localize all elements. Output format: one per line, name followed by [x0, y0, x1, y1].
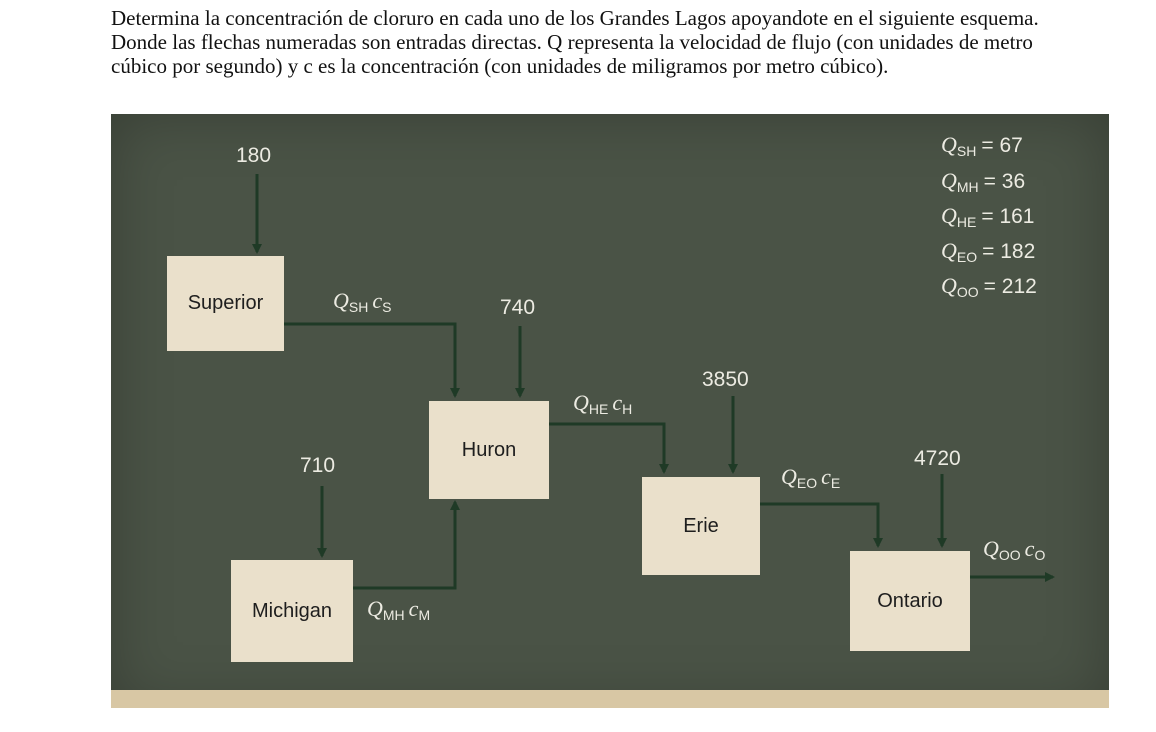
- flow-label-ontario-out: $Q_{OO}$ cO: [983, 536, 1046, 563]
- legend-qsh: $Q_{SH} = 67$: [941, 132, 1023, 159]
- flow-arrow-michigan-huron: [353, 502, 455, 588]
- lake-erie-label: Erie: [683, 514, 719, 537]
- flow-arrow-superior-huron: [284, 324, 455, 396]
- input-value-erie: 3850: [702, 368, 749, 391]
- legend-qmh: $Q_{MH} = 36$: [941, 168, 1026, 195]
- flow-arrow-huron-erie: [549, 424, 664, 472]
- flow-arrow-erie-ontario: [760, 504, 878, 546]
- problem-statement: Determina la concentración de cloruro en cada uno de los Grandes Lagos apoyandote en el siguiente esquema. Donde las flechas numeradas son entradas directas. Q representa la velocidad de flujo (con unidades de metro cúbico por segundo) y c es la concentración (con unidades de miligramos por metro cúbico).: [111, 6, 1039, 78]
- flow-label-erie-ontario: $Q_{EO}$ cE: [781, 464, 841, 491]
- lake-erie-box: [642, 477, 760, 575]
- lake-michigan-label: Michigan: [251, 599, 333, 622]
- input-value-michigan: 710: [300, 454, 336, 477]
- input-value-huron: 740: [500, 296, 536, 319]
- lake-ontario-box: [850, 551, 970, 651]
- flow-label-huron-erie: $Q_{HE}$ cH: [573, 390, 633, 417]
- input-value-superior: 180: [236, 144, 272, 167]
- legend-qoo: $Q_{OO} = 212$: [941, 273, 1037, 300]
- legend-qeo: $Q_{EO} = 182$: [941, 238, 1036, 265]
- flow-label-michigan-huron: $Q_{MH}$ cM: [367, 596, 431, 623]
- input-value-ontario: 4720: [914, 447, 961, 470]
- great-lakes-diagram: [111, 114, 1109, 708]
- lake-huron-box: [429, 401, 549, 499]
- lake-superior-box: [167, 256, 284, 351]
- lake-huron-label: Huron: [461, 438, 517, 461]
- flow-label-superior-huron: $Q_{SH}$ cS: [333, 288, 392, 315]
- legend-qhe: $Q_{HE} = 161$: [941, 203, 1035, 230]
- lake-michigan-box: [231, 560, 353, 662]
- lake-ontario-label: Ontario: [877, 589, 943, 612]
- lake-superior-label: Superior: [187, 292, 264, 314]
